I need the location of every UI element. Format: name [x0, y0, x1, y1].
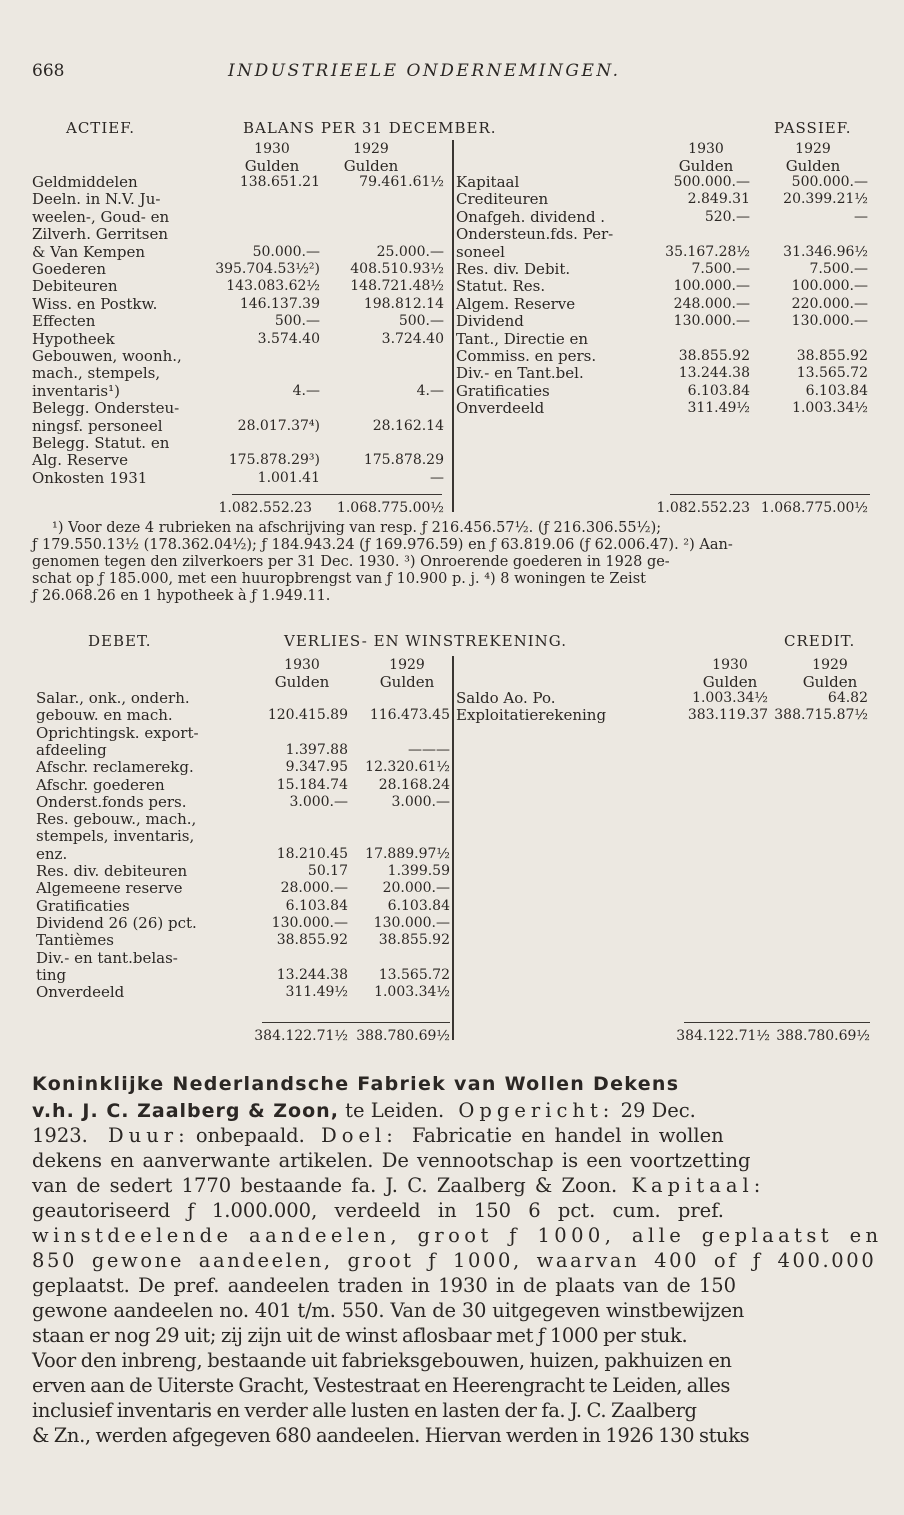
actief-unit-1930: Gulden	[244, 157, 300, 175]
opgericht-date: 29 Dec.	[620, 1099, 696, 1122]
passief-row-label: Ondersteun.fds. Per-	[456, 225, 614, 244]
credit-total-rule	[684, 1022, 870, 1023]
actief-row-value-1930: 1.001.41	[257, 469, 320, 486]
actief-total-1929: 1.068.775.00½	[336, 500, 444, 516]
actief-row-value-1930: 143.083.62½	[226, 278, 320, 295]
passief-row-value-1929: 500.000.—	[791, 174, 868, 190]
passief-unit-1930: Gulden	[678, 157, 734, 175]
debet-year-1930: 1930	[284, 657, 320, 673]
actief-row-value-1929: 3.724.40	[381, 330, 444, 347]
debet-row-label: Salar., onk., onderh.	[36, 689, 190, 707]
actief-row-label: ningsf. personeel	[32, 416, 163, 435]
debet-row-label: stempels, inventaris,	[36, 827, 195, 846]
actief-row-value-1929: 28.162.14	[372, 417, 444, 434]
debet-row-value-1930: 18.210.45	[276, 845, 348, 862]
body-line: van de sedert 1770 bestaande fa. J. C. Zaalberg & Zoon.	[32, 1174, 618, 1197]
passief-row-value-1929: 100.000.—	[791, 278, 868, 295]
passief-row-label: Algem. Reserve	[456, 294, 576, 313]
passief-row-value-1930: 500.000.—	[673, 174, 750, 190]
passief-row-value-1930: 248.000.—	[673, 295, 750, 312]
passief-row-value-1929: 7.500.—	[809, 261, 868, 277]
debet-row-label: Gratificaties	[36, 896, 130, 915]
debet-row-label: ting	[36, 965, 67, 984]
actief-row-label: inventaris¹)	[32, 381, 120, 400]
body-line: Voor den inbreng, bestaande uit fabrieksgebouwen, huizen, pakhuizen en	[32, 1349, 732, 1372]
actief-year-1929: 1929	[353, 141, 389, 157]
debet-row-label: Oprichtingsk. export-	[36, 723, 199, 742]
passief-row-label: Onafgeh. dividend .	[456, 207, 606, 226]
credit-row-value-1929: 64.82	[827, 690, 868, 706]
body-line: inclusief inventaris en verder alle lusten en lasten der fa. J. C. Zaalberg	[32, 1399, 697, 1422]
passief-row-label: Gratificaties	[456, 381, 550, 400]
debet-row-label: Afschr. reclamerekg.	[36, 758, 194, 777]
debet-row-value-1930: 38.855.92	[276, 932, 348, 949]
actief-row-value-1930: 138.651.21	[239, 174, 320, 190]
debet-row-value-1929: 12.320.61½	[365, 759, 450, 776]
debet-row-value-1930: 6.103.84	[285, 897, 348, 914]
body-line: erven aan de Uiterste Gracht, Vestestraat en Heerengracht te Leiden, alles	[32, 1374, 730, 1397]
footnote-line: ƒ 26.068.26 en 1 hypotheek à ƒ 1.949.11.	[32, 588, 331, 604]
company-name-line2: v.h. J. C. Zaalberg & Zoon,	[32, 1100, 339, 1122]
body-line: gewone aandeelen no. 401 t/m. 550. Van de 30 uitgegeven winstbewijzen	[32, 1299, 745, 1322]
debet-row-label: Onverdeeld	[36, 983, 125, 1002]
passief-row-label: Tant., Directie en	[456, 329, 589, 348]
actief-row-label: Goederen	[32, 260, 107, 278]
body-line: & Zn., werden afgegeven 680 aandeelen. Hiervan werden in 1926 130 stuks	[32, 1424, 750, 1447]
debet-row-label: Onderst.fonds pers.	[36, 792, 187, 811]
winst-divider	[452, 656, 454, 1040]
credit-row-value-1929: 388.715.87½	[774, 707, 868, 724]
debet-row-value-1929: 6.103.84	[387, 897, 450, 914]
debet-row-label: enz.	[36, 844, 68, 863]
passief-row-value-1930: 7.500.—	[691, 261, 750, 277]
debet-row-value-1929: 130.000.—	[373, 914, 450, 931]
actief-row-label: Onkosten 1931	[32, 468, 148, 487]
debet-row-value-1929: 13.565.72	[378, 966, 450, 983]
debet-year-1929: 1929	[389, 657, 425, 673]
passief-total-rule	[670, 494, 870, 495]
opgericht-year: 1923.	[32, 1124, 88, 1147]
actief-row-label: Geldmiddelen	[32, 173, 138, 191]
footnote-line: ¹) Voor deze 4 rubrieken na afschrijving van resp. ƒ 216.456.57½. (ƒ 216.306.55½);	[52, 520, 662, 536]
credit-year-1930: 1930	[712, 657, 748, 673]
actief-year-1930: 1930	[254, 141, 290, 157]
page-number: 668	[32, 61, 65, 81]
debet-row-value-1930: 28.000.—	[280, 880, 348, 897]
debet-row-value-1930: 3.000.—	[289, 793, 348, 810]
credit-label: CREDIT.	[784, 632, 856, 650]
credit-total-1930: 384.122.71½	[676, 1028, 770, 1044]
debet-unit-1929: Gulden	[379, 673, 435, 691]
passief-total-1929: 1.068.775.00½	[760, 500, 868, 516]
actief-row-value-1929: 25.000.—	[376, 243, 444, 260]
debet-row-label: Res. gebouw., mach.,	[36, 810, 197, 829]
debet-row-label: gebouw. en mach.	[36, 706, 173, 725]
passief-row-value-1930: 38.855.92	[678, 348, 750, 364]
debet-row-value-1930: 13.244.38	[276, 966, 348, 983]
passief-row-value-1929: 38.855.92	[796, 348, 868, 364]
passief-row-value-1930: 35.167.28½	[665, 243, 750, 260]
actief-row-label: Hypotheek	[32, 329, 115, 348]
credit-row-value-1930: 383.119.37	[687, 707, 768, 724]
debet-row-value-1930: 1.397.88	[285, 741, 348, 758]
actief-row-value-1930: 3.574.40	[257, 330, 320, 347]
passief-row-value-1930: 2.849.31	[687, 191, 750, 208]
body-line: geautoriseerd ƒ 1.000.000, verdeeld in 150 6 pct. cum. pref.	[32, 1199, 724, 1222]
actief-row-value-1930: 175.878.29³)	[228, 452, 320, 469]
debet-row-value-1930: 15.184.74	[276, 776, 348, 793]
actief-row-label: Belegg. Statut. en	[32, 434, 170, 452]
body-line: staan er nog 29 uit; zij zijn uit de winst aflosbaar met ƒ 1000 per stuk.	[32, 1324, 688, 1347]
actief-row-label: mach., stempels,	[32, 364, 161, 383]
actief-row-value-1930: 28.017.37⁴)	[237, 417, 320, 434]
debet-row-value-1930: 120.415.89	[267, 707, 348, 724]
actief-row-value-1929: 148.721.48½	[350, 278, 444, 295]
passief-row-value-1929: 31.346.96½	[783, 243, 868, 260]
debet-row-label: Tantièmes	[36, 931, 114, 950]
winst-title: VERLIES- EN WINSTREKENING.	[284, 632, 567, 650]
actief-row-value-1929: 500.—	[398, 313, 444, 330]
doel-label: Doel:	[321, 1124, 398, 1147]
debet-row-value-1929: 20.000.—	[382, 880, 450, 897]
debet-row-value-1930: 9.347.95	[285, 759, 348, 776]
duur-label: Duur:	[108, 1124, 190, 1147]
passief-row-value-1930: 520.—	[704, 208, 750, 225]
passief-row-value-1929: 6.103.84	[805, 382, 868, 399]
passief-row-value-1929: 220.000.—	[791, 295, 868, 312]
passief-unit-1929: Gulden	[785, 157, 841, 175]
kapitaal-label: Kapitaal:	[631, 1174, 766, 1197]
credit-year-1929: 1929	[812, 657, 848, 673]
credit-row-value-1930: 1.003.34½	[692, 690, 768, 706]
passief-row-value-1930: 6.103.84	[687, 382, 750, 399]
actief-row-label: Debiteuren	[32, 277, 118, 296]
body-line: geplaatst. De pref. aandeelen traden in 1930 in de plaats van de 150	[32, 1274, 737, 1297]
credit-row-label: Exploitatierekening	[456, 706, 607, 725]
passief-row-label: Kapitaal	[456, 173, 520, 191]
opgericht-label: Opgericht:	[458, 1099, 615, 1122]
passief-row-label: Div.- en Tant.bel.	[456, 364, 584, 383]
footnote-line: genomen tegen den zilverkoers per 31 Dec. 1930. ³) Onroerende goederen in 1928 ge-	[32, 554, 670, 570]
actief-row-value-1929: 408.510.93½	[350, 261, 444, 277]
debet-row-value-1929: 3.000.—	[391, 793, 450, 810]
actief-row-label: Belegg. Ondersteu-	[32, 399, 180, 418]
footnote-line: schat op ƒ 185.000, met een huuropbrengst van ƒ 10.900 p. j. ⁴) 8 woningen te Zeist	[32, 571, 646, 587]
credit-unit-1929: Gulden	[802, 673, 858, 691]
actief-total-rule	[232, 494, 442, 495]
debet-row-value-1929: 28.168.24	[378, 776, 450, 793]
actief-row-value-1930: 146.137.39	[239, 295, 320, 312]
passief-row-label: Statut. Res.	[456, 277, 546, 296]
passief-year-1930: 1930	[688, 141, 724, 157]
debet-row-value-1929: 1.003.34½	[374, 984, 450, 1001]
actief-row-value-1930: 500.—	[274, 313, 320, 330]
debet-row-label: Res. div. debiteuren	[36, 862, 188, 880]
actief-row-label: Effecten	[32, 312, 96, 331]
debet-row-value-1929: 38.855.92	[378, 932, 450, 949]
company-location: te Leiden.	[345, 1099, 445, 1122]
actief-unit-1929: Gulden	[343, 157, 399, 175]
debet-row-value-1930: 50.17	[307, 863, 348, 879]
passief-label: PASSIEF.	[774, 119, 852, 137]
actief-row-value-1929: 79.461.61½	[359, 174, 444, 190]
footnote-line: ƒ 179.550.13½ (178.362.04½); ƒ 184.943.24 (ƒ 169.976.59) en ƒ 63.819.06 (ƒ 62.006.47). ²) Aan-	[32, 537, 733, 553]
passief-row-value-1930: 130.000.—	[673, 313, 750, 330]
debet-row-value-1929: 1.399.59	[387, 863, 450, 879]
body-line: 850 gewone aandeelen, groot ƒ 1000, waarvan 400 of ƒ 400.000	[32, 1249, 877, 1272]
duur-value: onbepaald.	[195, 1124, 305, 1147]
actief-total-1930: 1.082.552.23	[218, 500, 312, 516]
passief-row-value-1929: 130.000.—	[791, 313, 868, 330]
passief-total-1930: 1.082.552.23	[656, 500, 750, 516]
passief-row-value-1930: 311.49½	[687, 400, 750, 417]
debet-row-label: afdeeling	[36, 740, 107, 759]
debet-row-value-1930: 311.49½	[285, 984, 348, 1001]
actief-label: ACTIEF.	[66, 119, 136, 137]
debet-row-value-1929: ———	[408, 741, 450, 758]
company-name-line1: Koninklijke Nederlandsche Fabriek van Wollen Dekens	[32, 1073, 680, 1095]
actief-row-value-1930: 395.704.53½²)	[215, 261, 320, 277]
passief-row-label: Dividend	[456, 312, 524, 331]
body-line: winstdeelende aandeelen, groot ƒ 1000, alle geplaatst en	[32, 1224, 883, 1247]
debet-row-label: Afschr. goederen	[36, 775, 165, 794]
debet-row-value-1929: 116.473.45	[369, 707, 450, 724]
actief-row-label: Zilverh. Gerritsen	[32, 225, 168, 244]
passief-row-label: Commiss. en pers.	[456, 347, 597, 365]
actief-row-label: & Van Kempen	[32, 242, 145, 261]
actief-row-label: Gebouwen, woonh.,	[32, 347, 182, 365]
passief-row-label: Onverdeeld	[456, 399, 545, 418]
debet-total-rule	[262, 1022, 450, 1023]
passief-row-label: soneel	[456, 242, 505, 261]
actief-row-value-1929: 4.—	[416, 382, 444, 399]
debet-label: DEBET.	[88, 632, 152, 650]
actief-row-value-1929: 175.878.29	[363, 452, 444, 469]
actief-row-value-1929: —	[430, 469, 444, 486]
doel-value: Fabricatie en handel in wollen	[412, 1124, 724, 1147]
actief-row-label: Deeln. in N.V. Ju-	[32, 190, 161, 209]
balance-divider	[452, 140, 454, 512]
passief-row-value-1929: —	[854, 208, 868, 225]
debet-row-value-1929: 17.889.97½	[365, 845, 450, 862]
passief-row-label: Res. div. Debit.	[456, 260, 571, 278]
actief-row-label: weelen-, Goud- en	[32, 207, 170, 226]
running-title: INDUSTRIEELE ONDERNEMINGEN.	[228, 61, 621, 81]
passief-row-value-1930: 13.244.38	[678, 365, 750, 382]
passief-row-value-1930: 100.000.—	[673, 278, 750, 295]
credit-total-1929: 388.780.69½	[776, 1028, 870, 1044]
debet-row-label: Div.- en tant.belas-	[36, 948, 178, 967]
passief-row-value-1929: 20.399.21½	[783, 191, 868, 208]
credit-row-label: Saldo Ao. Po.	[456, 689, 556, 707]
credit-unit-1930: Gulden	[702, 673, 758, 691]
debet-total-1929: 388.780.69½	[356, 1028, 450, 1044]
passief-row-value-1929: 1.003.34½	[792, 400, 868, 417]
debet-row-label: Dividend 26 (26) pct.	[36, 913, 197, 932]
passief-row-value-1929: 13.565.72	[796, 365, 868, 382]
actief-row-label: Wiss. en Postkw.	[32, 294, 158, 313]
passief-row-label: Crediteuren	[456, 190, 549, 209]
actief-row-value-1929: 198.812.14	[363, 295, 444, 312]
debet-total-1930: 384.122.71½	[254, 1028, 348, 1044]
actief-row-value-1930: 50.000.—	[252, 243, 320, 260]
passief-year-1929: 1929	[795, 141, 831, 157]
actief-row-label: Alg. Reserve	[32, 451, 129, 470]
debet-unit-1930: Gulden	[274, 673, 330, 691]
actief-row-value-1930: 4.—	[292, 382, 320, 399]
debet-row-value-1930: 130.000.—	[271, 914, 348, 931]
balance-title: BALANS PER 31 DECEMBER.	[243, 119, 497, 137]
body-line: dekens en aanverwante artikelen. De vennootschap is een voortzetting	[32, 1149, 751, 1172]
debet-row-label: Algemeene reserve	[36, 879, 183, 898]
